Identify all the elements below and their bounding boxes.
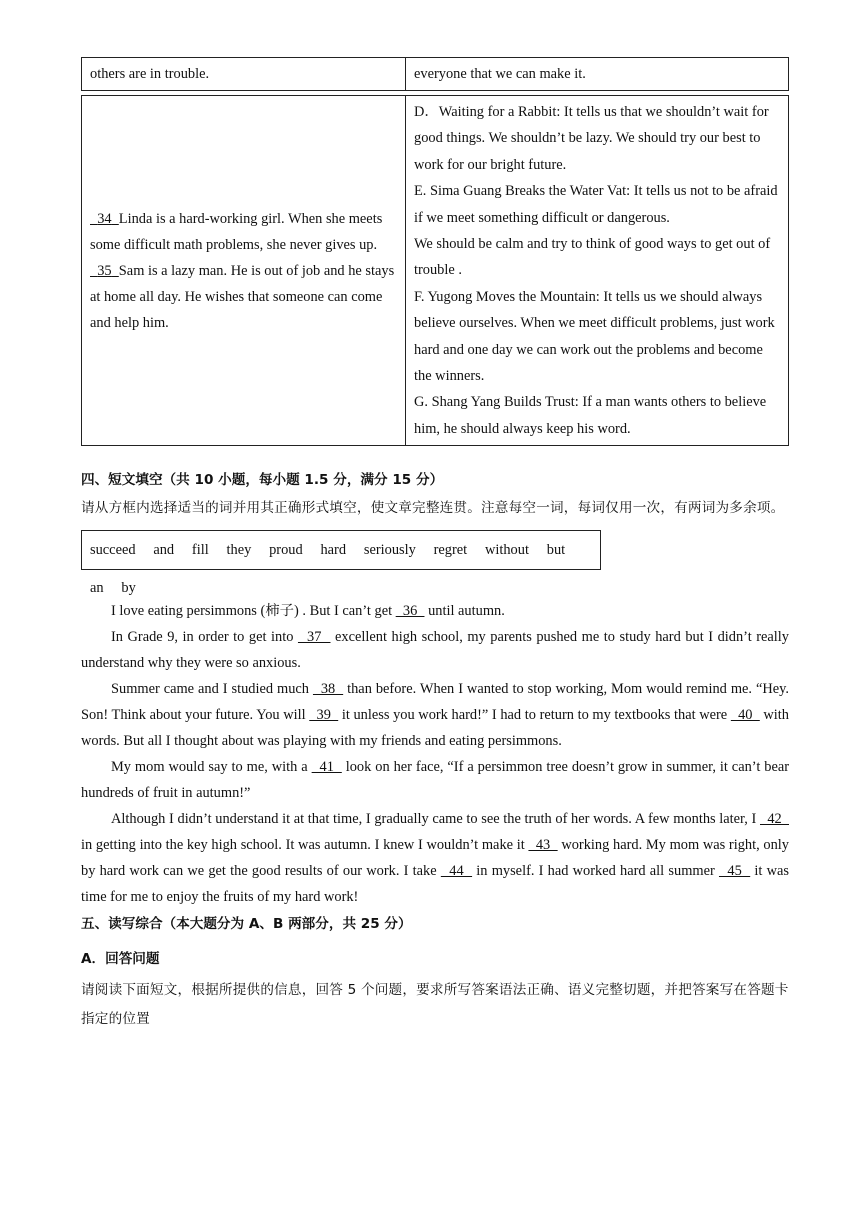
section-4-instruction: 请从方框内选择适当的词并用其正确形式填空，使文章完整连贯。注意每空一词，每词仅用一次，有两词为多余项。 (81, 500, 785, 517)
section-4-heading: 四、短文填空（共 10 小题，每小题 1.5 分，满分 15 分） (81, 472, 444, 489)
word-bank-item: by (121, 580, 136, 597)
answer-blank-35[interactable]: 35 (97, 262, 112, 279)
option-f: F. Yugong Moves the Mountain: It tells us we should always believe ourselves. When we meet difficult problems, just work hard and one day we can work out the problems and become the winners. (414, 288, 775, 385)
table-main-right-cell (406, 96, 789, 446)
answer-blank-41[interactable]: 41 (311, 759, 342, 776)
answer-blank-39[interactable]: 39 (309, 707, 339, 724)
passage-paragraph-2: In Grade 9, in order to get into 37 excellent high school, my parents pushed me to study hard but I didn’t really understand why they were so anxious. (81, 629, 790, 672)
answer-blank-38[interactable]: 38 (312, 681, 344, 698)
word-bank-item: proud (269, 542, 303, 559)
answer-blank-37[interactable]: 37 (297, 629, 331, 646)
word-bank-item: but (546, 542, 566, 559)
question-35: 35 Sam is a lazy man. He is out of job and he stays at home all day. He wishes that someone can come and help him. (90, 262, 395, 331)
word-bank-item: and (153, 542, 175, 559)
passage-paragraph-5: Although I didn’t understand it at that time, I gradually came to see the truth of her words. A few months later, I 42 in getting into the key high school. It was autumn. I knew I wouldn’t make it 43 working hard. My mom was right, only by hard work can we get the good results of our work. I take 44 in myself. I had worked hard all summer 45 it was time for me to enjoy the fruits of my hard work! (81, 811, 789, 906)
question-34: 34 Linda is a hard-working girl. When she meets some difficult math problems, she never gives up. (90, 210, 383, 253)
section-5-heading: 五、读写综合（本大题分为 A、B 两部分，共 25 分） (81, 916, 412, 933)
word-bank-item: seriously (363, 542, 416, 559)
option-e: E. Sima Guang Breaks the Water Vat: It tells us not to be afraid if we meet something difficult or dangerous. (414, 183, 778, 226)
section-5a-instruction: 请阅读下面短文，根据所提供的信息，回答 5 个问题，要求所写答案语法正确、语义完整切题，并把答案写在答题卡指定的位置 (81, 982, 789, 1028)
matching-table-top (81, 57, 789, 91)
answer-blank-45[interactable]: 45 (718, 863, 751, 880)
option-d: D．Waiting for a Rabbit: It tells us that we shouldn’t wait for good things. We shouldn’t be lazy. We should try our best to work for our bright future. (414, 104, 769, 173)
matching-table-main (81, 95, 789, 446)
section-5a-subheading: A．回答问题 (81, 951, 160, 968)
option-e-continued: We should be calm and try to think of good ways to get out of trouble . (414, 236, 771, 279)
answer-blank-44[interactable]: 44 (440, 863, 473, 880)
word-bank-item: succeed (90, 542, 136, 559)
table-main-left-cell (82, 96, 406, 446)
document-page (81, 57, 789, 1034)
table-top-right-cell: everyone that we can make it. (406, 58, 789, 91)
answer-blank-34[interactable]: 34 (97, 210, 112, 227)
table-top-left-cell: others are in trouble. (82, 58, 406, 91)
word-bank-item: they (226, 542, 252, 559)
passage-paragraph-4: My mom would say to me, with a 41 look on her face, “If a persimmon tree doesn’t grow in summer, it can’t bear hundreds of fruit in autumn!” (81, 759, 790, 802)
passage-paragraph-3: Summer came and I studied much 38 than before. When I wanted to stop working, Mom would remind me. “Hey. Son! Think about your future. You will 39 it unless you work hard!” I had to return to my textbooks that were 40 with words. But all I thought about was playing with my friends and eating persimmons. (81, 681, 790, 750)
word-bank-box (81, 530, 601, 597)
passage-paragraph-1: I love eating persimmons (柿子) . But I can’t get 36 until autumn. (111, 603, 505, 620)
word-bank-item: hard (320, 542, 347, 559)
word-bank-item: fill (191, 542, 209, 559)
word-bank-item: regret (433, 542, 468, 559)
word-bank-item: without (484, 542, 529, 559)
answer-blank-40[interactable]: 40 (730, 707, 760, 724)
word-bank-item: an (90, 580, 104, 597)
answer-blank-36[interactable]: 36 (395, 603, 425, 620)
option-g: G. Shang Yang Builds Trust: If a man wants others to believe him, he should always keep his word. (414, 394, 767, 437)
answer-blank-43[interactable]: 43 (528, 837, 558, 854)
answer-blank-42[interactable]: 42 (760, 811, 789, 828)
